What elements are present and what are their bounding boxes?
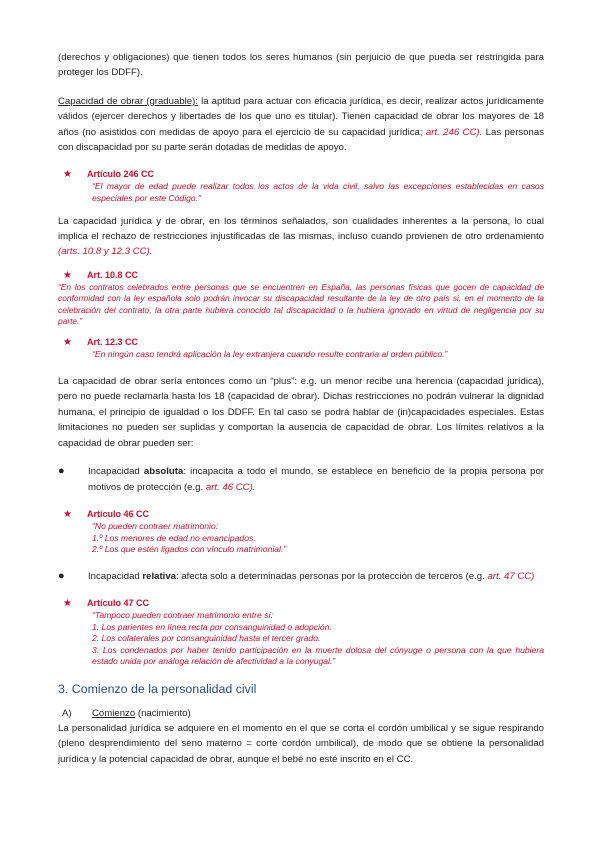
ref-art-46: art. 46 CC). xyxy=(205,481,256,493)
section-heading: 3. Comienzo de la personalidad civil xyxy=(58,682,257,697)
bullet-absoluta: ● Incapacidad absoluta: incapacita a todo el mundo, se establece en beneficio de la propia persona por motivos de protección (e.g. art. 46 CC). xyxy=(58,464,544,495)
bullet-dot-icon: ● xyxy=(58,465,65,478)
article-46-block xyxy=(58,508,544,556)
article-quote-line: “Tampoco pueden contraer matrimonio entre sí: xyxy=(92,610,274,621)
article-quote-line: “No pueden contraer matrimonio: xyxy=(92,520,219,531)
document-page xyxy=(58,50,544,767)
article-title: Artículo 246 CC xyxy=(87,169,155,180)
bullet-relativa: ● Incapacidad relativa: afecta solo a determinadas personas por la protección de terceros (e.g. art. 47 CC) xyxy=(58,569,544,584)
article-quote-line: 1.º Los menores de edad no emancipados. xyxy=(92,532,256,543)
star-icon: ★ xyxy=(63,337,72,349)
star-icon: ★ xyxy=(63,508,72,520)
ref-art-47: art. 47 CC) xyxy=(487,570,535,582)
paragraph-capacidad-obrar: Capacidad de obrar (graduable): la aptitud para actuar con eficacia jurídica, es decir, realizar actos jurídicamente válidos (ejercer derechos y libertades de los que uno es titular). Tienen capacidad de obrar los mayores de 18 años (no asistidos con medidas de apoyo para el ejercicio de su capacidad jurídica; art. 246 CC). Las personas con discapacidad por su parte serán dotadas de medidas de apoyo. xyxy=(58,95,544,154)
article-quote: “El mayor de edad puede realizar todos los actos de la vida civil, salvo las excepciones establecidas en casos especiales por este Código.” xyxy=(92,181,544,204)
article-quote-line: 3. Los condenados por haber tenido participación en la muerte dolosa del cónyuge o persona con la que hubiera estado unida por análoga relación de afectividad a la conyugal.” xyxy=(92,644,544,667)
article-title: Art. 12.3 CC xyxy=(87,337,139,348)
article-47-block xyxy=(58,597,544,668)
article-246-block xyxy=(58,168,544,204)
article-title: Artículo 47 CC xyxy=(87,598,150,609)
subheading-comienzo: A) Comienzo (nacimiento) xyxy=(62,708,191,720)
ref-art-246: art. 246 CC). xyxy=(425,126,483,138)
article-quote-line: 1. Los parientes en línea recta por consanguinidad o adopción. xyxy=(92,621,332,632)
article-10-8-block xyxy=(58,269,544,282)
star-icon: ★ xyxy=(63,269,72,281)
paragraph-personalidad: La personalidad jurídica se adquiere en el momento en el que se corta el cordón umbilical y se sigue respirando (pleno desprendimiento del seno materno = corte cordón umbilical), de modo que se obtiene la personalidad jurídica y la potencial capacidad de obrar, aunque el bebé no esté inscrito en el CC. xyxy=(58,723,544,765)
bullet-dot-icon: ● xyxy=(58,569,65,582)
article-12-3-block xyxy=(58,336,544,361)
article-title: Art. 10.8 CC xyxy=(87,269,139,280)
article-title: Artículo 46 CC xyxy=(87,508,150,519)
star-icon: ★ xyxy=(63,598,72,610)
paragraph-inherentes: La capacidad jurídica y de obrar, en los términos señalados, son cualidades inherentes a la persona, lo cual implica el rechazo de restricciones injustificadas de las mismas, incluso cuando provienen de otro ordenamiento (arts. 10.8 y 12.3 CC). xyxy=(58,215,544,258)
paragraph-plus: La capacidad de obrar sería entonces como un “plus”: e.g. un menor recibe una herencia (capacidad jurídica), pero no puede reclamarla hasta los 18 (capacidad de obrar). Dichas restricciones no podrán vulnerar la dignidad humana, el principio de igualdad o los DDFF. En tal caso se podrá hablar de (in)capacidades especiales. Estas limitaciones no pueden ser suplidas y comportan la ausencia de capacidad de obrar. Los límites relativos a la capacidad de obrar pueden ser: xyxy=(58,376,544,449)
article-quote: “En ningún caso tendrá aplicación la ley extranjera cuando resulte contraria al orden público.” xyxy=(92,349,448,360)
term-capacidad-obrar: Capacidad de obrar (graduable): xyxy=(58,95,198,107)
article-10-8-quote: “En los contratos celebrados entre personas que se encuentren en España, las personas físicas que gocen de capacidad de conformidad con la ley española solo podrán invocar su discapacidad resultante de la ley de otro país si, en el momento de la celebración del contrato, la otra parte hubiera conocido tal discapacidad o la hubiera ignorado en virtud de negligencia por su parte.” xyxy=(58,281,544,327)
article-quote-line: 2. Los colaterales por consanguinidad hasta el tercer grado. xyxy=(92,633,321,644)
ref-arts-10-12: (arts. 10.8 y 12.3 CC). xyxy=(58,246,153,258)
article-quote-line: 2.º Los que estén ligados con vínculo matrimonial.” xyxy=(92,544,287,555)
paragraph-derechos: (derechos y obligaciones) que tienen todos los seres humanos (sin perjuicio de que pueda ser restringida para proteger los DDFF). xyxy=(58,52,544,79)
star-icon: ★ xyxy=(63,169,72,181)
